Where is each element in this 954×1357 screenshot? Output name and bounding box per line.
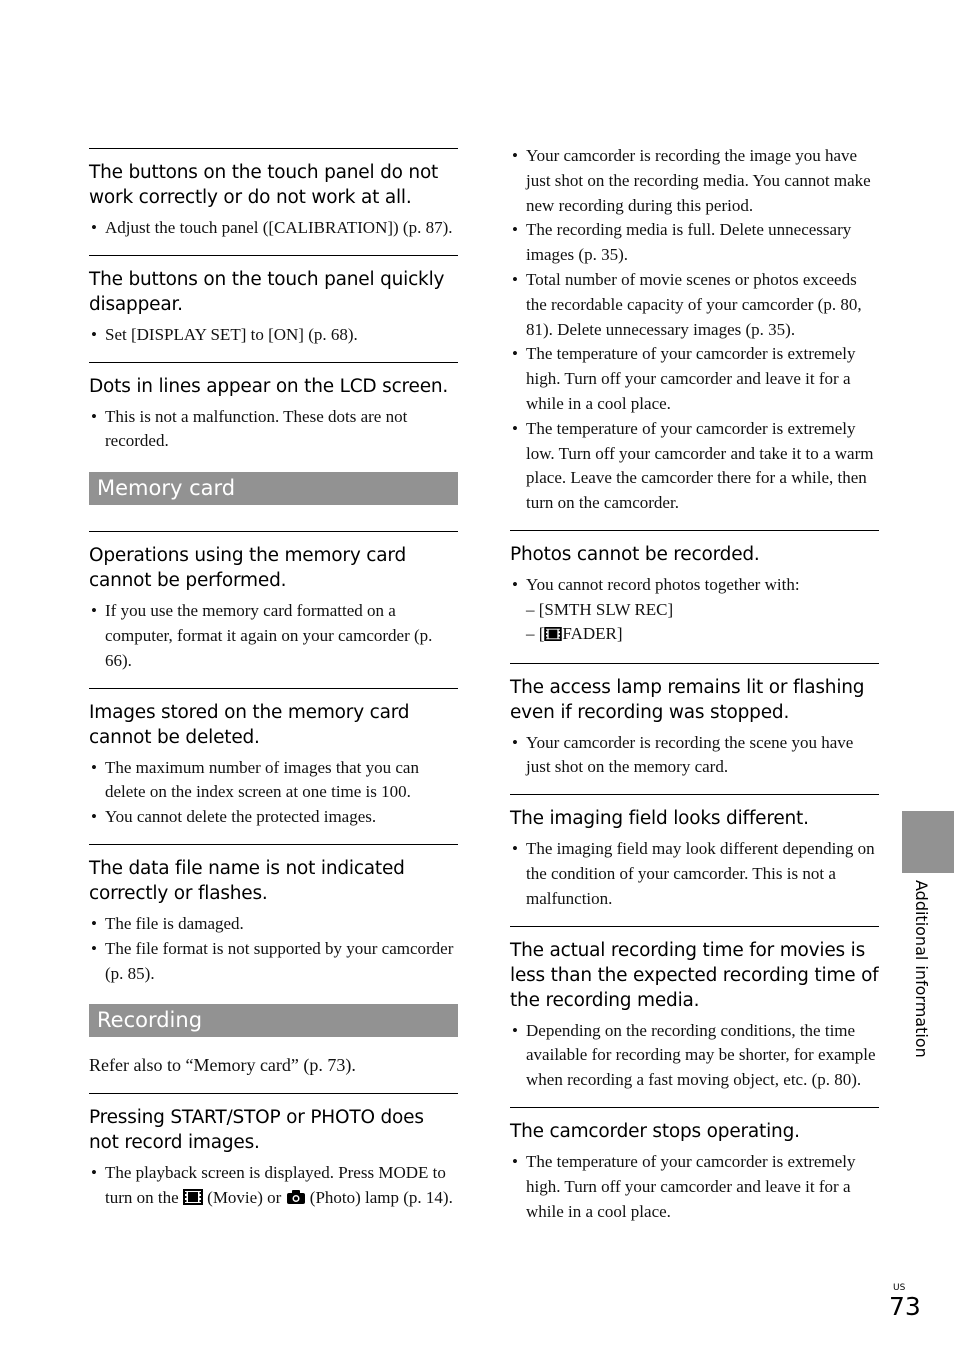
- item-text: The playback screen is displayed. Press MODE to turn on the: [105, 1163, 446, 1208]
- section-heading: The buttons on the touch panel do not work correctly or do not work at all.: [89, 162, 439, 208]
- left-column: [89, 148, 458, 1227]
- section-heading: The buttons on the touch panel quickly disappear.: [89, 268, 445, 315]
- section-heading: The actual recording time for movies is less than the expected recording time of the recording media.: [510, 939, 879, 1011]
- movie-icon: [183, 1188, 203, 1213]
- section-band-recording: Recording: [89, 1004, 458, 1037]
- section-heading: The camcorder stops operating.: [510, 1120, 800, 1142]
- section-heading: Images stored on the memory card cannot be deleted.: [89, 701, 410, 748]
- list-item: • Set [DISPLAY SET] to [ON] (p. 68).: [89, 323, 458, 348]
- camera-icon: [286, 1188, 306, 1213]
- chapter-side-label: Additional information: [912, 880, 931, 1058]
- chapter-tab: [902, 811, 954, 873]
- section-imaging-field: [510, 794, 879, 925]
- sub-item: – [SMTH SLW REC]: [526, 599, 674, 619]
- section-data-file-name: [89, 844, 458, 1004]
- section-heading: Photos cannot be recorded.: [510, 543, 760, 565]
- list-item: • The recording media is full. Delete unnecessary images (p. 35).: [510, 218, 879, 268]
- sub-item: [510, 622, 879, 648]
- list-item: • The maximum number of images that you can delete on the index screen at one time is 100.: [89, 756, 458, 806]
- section-heading: The data file name is not indicated correctly or flashes.: [89, 857, 405, 904]
- item-text: (Movie) or: [207, 1188, 282, 1208]
- list-item: • Your camcorder is recording the scene you have just shot on the memory card.: [510, 731, 879, 781]
- section-access-lamp: [510, 663, 879, 795]
- section-photos-not-recorded: [510, 530, 879, 663]
- section-heading: Dots in lines appear on the LCD screen.: [89, 375, 449, 397]
- section-recording-reasons: [510, 144, 879, 530]
- list-item: • Total number of movie scenes or photos exceeds the recordable capacity of your camcorder (p. 80, 81). Delete unnecessary images (p. 35).: [510, 268, 879, 342]
- section-touch-panel-buttons: [89, 148, 458, 255]
- list-item: • The imaging field may look different depending on the condition of your camcorder. This is not a malfunction.: [510, 837, 879, 911]
- section-memory-delete: [89, 688, 458, 844]
- section-recording-time: [510, 926, 879, 1107]
- section-memory-operations: [89, 531, 458, 687]
- section-band-memory-card: Memory card: [89, 472, 458, 505]
- sub-item-text: – [: [526, 624, 545, 644]
- sub-item-text: FADER]: [562, 624, 623, 644]
- list-item: • The file format is not supported by your camcorder (p. 85).: [89, 937, 458, 987]
- section-stops-operating: [510, 1107, 879, 1238]
- section-start-stop: [89, 1093, 458, 1227]
- list-item: • You cannot record photos together with:: [510, 573, 879, 598]
- section-heading: Operations using the memory card cannot be performed.: [89, 545, 406, 592]
- list-item: [89, 1161, 458, 1213]
- page-region-label: US: [893, 1283, 906, 1293]
- refer-note: Refer also to “Memory card” (p. 73).: [89, 1055, 356, 1076]
- list-item: • The file is damaged.: [89, 912, 458, 937]
- list-item: • If you use the memory card formatted on a computer, format it again on your camcorder (p. 66).: [89, 599, 458, 673]
- section-touch-panel-disappear: [89, 255, 458, 362]
- list-item: • Depending on the recording conditions, the time available for recording may be shorter, for example when recording a fast moving object, etc. (p. 80).: [510, 1019, 879, 1093]
- list-item: • Your camcorder is recording the image you have just shot on the recording media. You cannot make new recording during this period.: [510, 144, 879, 218]
- list-item: • The temperature of your camcorder is extremely high. Turn off your camcorder and leave it for a while in a cool place.: [510, 1150, 879, 1224]
- list-item: • You cannot delete the protected images.: [89, 805, 458, 830]
- section-heading: Pressing START/STOP or PHOTO does not record images.: [89, 1107, 424, 1154]
- movie-icon: [544, 624, 562, 648]
- list-item: • The temperature of your camcorder is extremely high. Turn off your camcorder and leave it for a while in a cool place.: [510, 342, 879, 416]
- page-number: 73: [889, 1292, 921, 1321]
- list-item: • Adjust the touch panel ([CALIBRATION]) (p. 87).: [89, 216, 458, 241]
- list-item: • This is not a malfunction. These dots are not recorded.: [89, 405, 458, 455]
- section-heading: The imaging field looks different.: [510, 808, 809, 830]
- section-heading: The access lamp remains lit or flashing even if recording was stopped.: [510, 676, 865, 723]
- right-column: [510, 144, 879, 1238]
- section-lcd-dots: [89, 362, 458, 473]
- item-text: (Photo) lamp (p. 14).: [309, 1188, 453, 1208]
- list-item: • The temperature of your camcorder is extremely low. Turn off your camcorder and take it to a warm place. Leave the camcorder there for a while, then turn on the camcorder.: [510, 417, 879, 516]
